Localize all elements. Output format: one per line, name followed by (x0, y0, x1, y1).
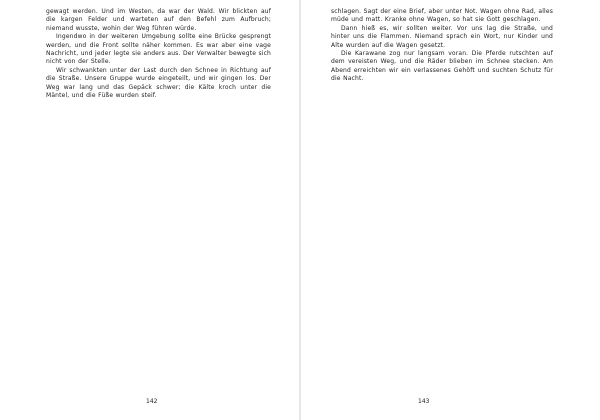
left-page (0, 0, 299, 420)
paragraph: Dann hieß es, wir sollten weiter. Vor uns lag die Straße, und hinter uns die Flammen. Niemand sprach ein Wort, nur Kinder und Alte wurden auf die Wagen gesetzt. (331, 24, 553, 49)
paragraph: schlagen. Sagt der eine Brief, aber unter Not. Wagen ohne Rad, alles müde und matt. Kranke ohne Wagen, so hat sie Gott geschlagen. (331, 8, 553, 24)
paragraph: gewagt werden. Und im Westen, da war der Wald. Wir blickten auf die kargen Felder und warteten auf den Befehl zum Aufbruch; niemand wusste, wohin der Weg führen würde. (46, 8, 271, 32)
right-page (301, 0, 600, 420)
page-number: 143 (418, 398, 430, 405)
paragraph: Ingendwo in der weiteren Umgebung sollte eine Brücke gesprengt werden, und die Front sollte näher kommen. Es war aber eine vage Nachricht, und jeder legte sie anders aus. Der Verwalter bewegte sich nicht von der Stelle. (46, 33, 271, 66)
paragraph: Wir schwankten unter der Last durch den Schnee in Richtung auf die Straße. Unsere Gruppe wurde eingeteilt, und wir gingen los. Der Weg war lang und das Gepäck schwer; die Kälte kroch unter die Mäntel, und die Füße wurden steif. (46, 66, 271, 100)
right-page-text (331, 8, 553, 84)
paragraph: Die Karawane zog nur langsam voran. Die Pferde rutschten auf dem vereisten Weg, und die Räder blieben im Schnee stecken. Am Abend erreichten wir ein verlassenes Gehöft und suchten Schutz für die Nacht. (331, 50, 553, 83)
left-page-text (46, 8, 271, 100)
page-number: 142 (146, 398, 158, 405)
